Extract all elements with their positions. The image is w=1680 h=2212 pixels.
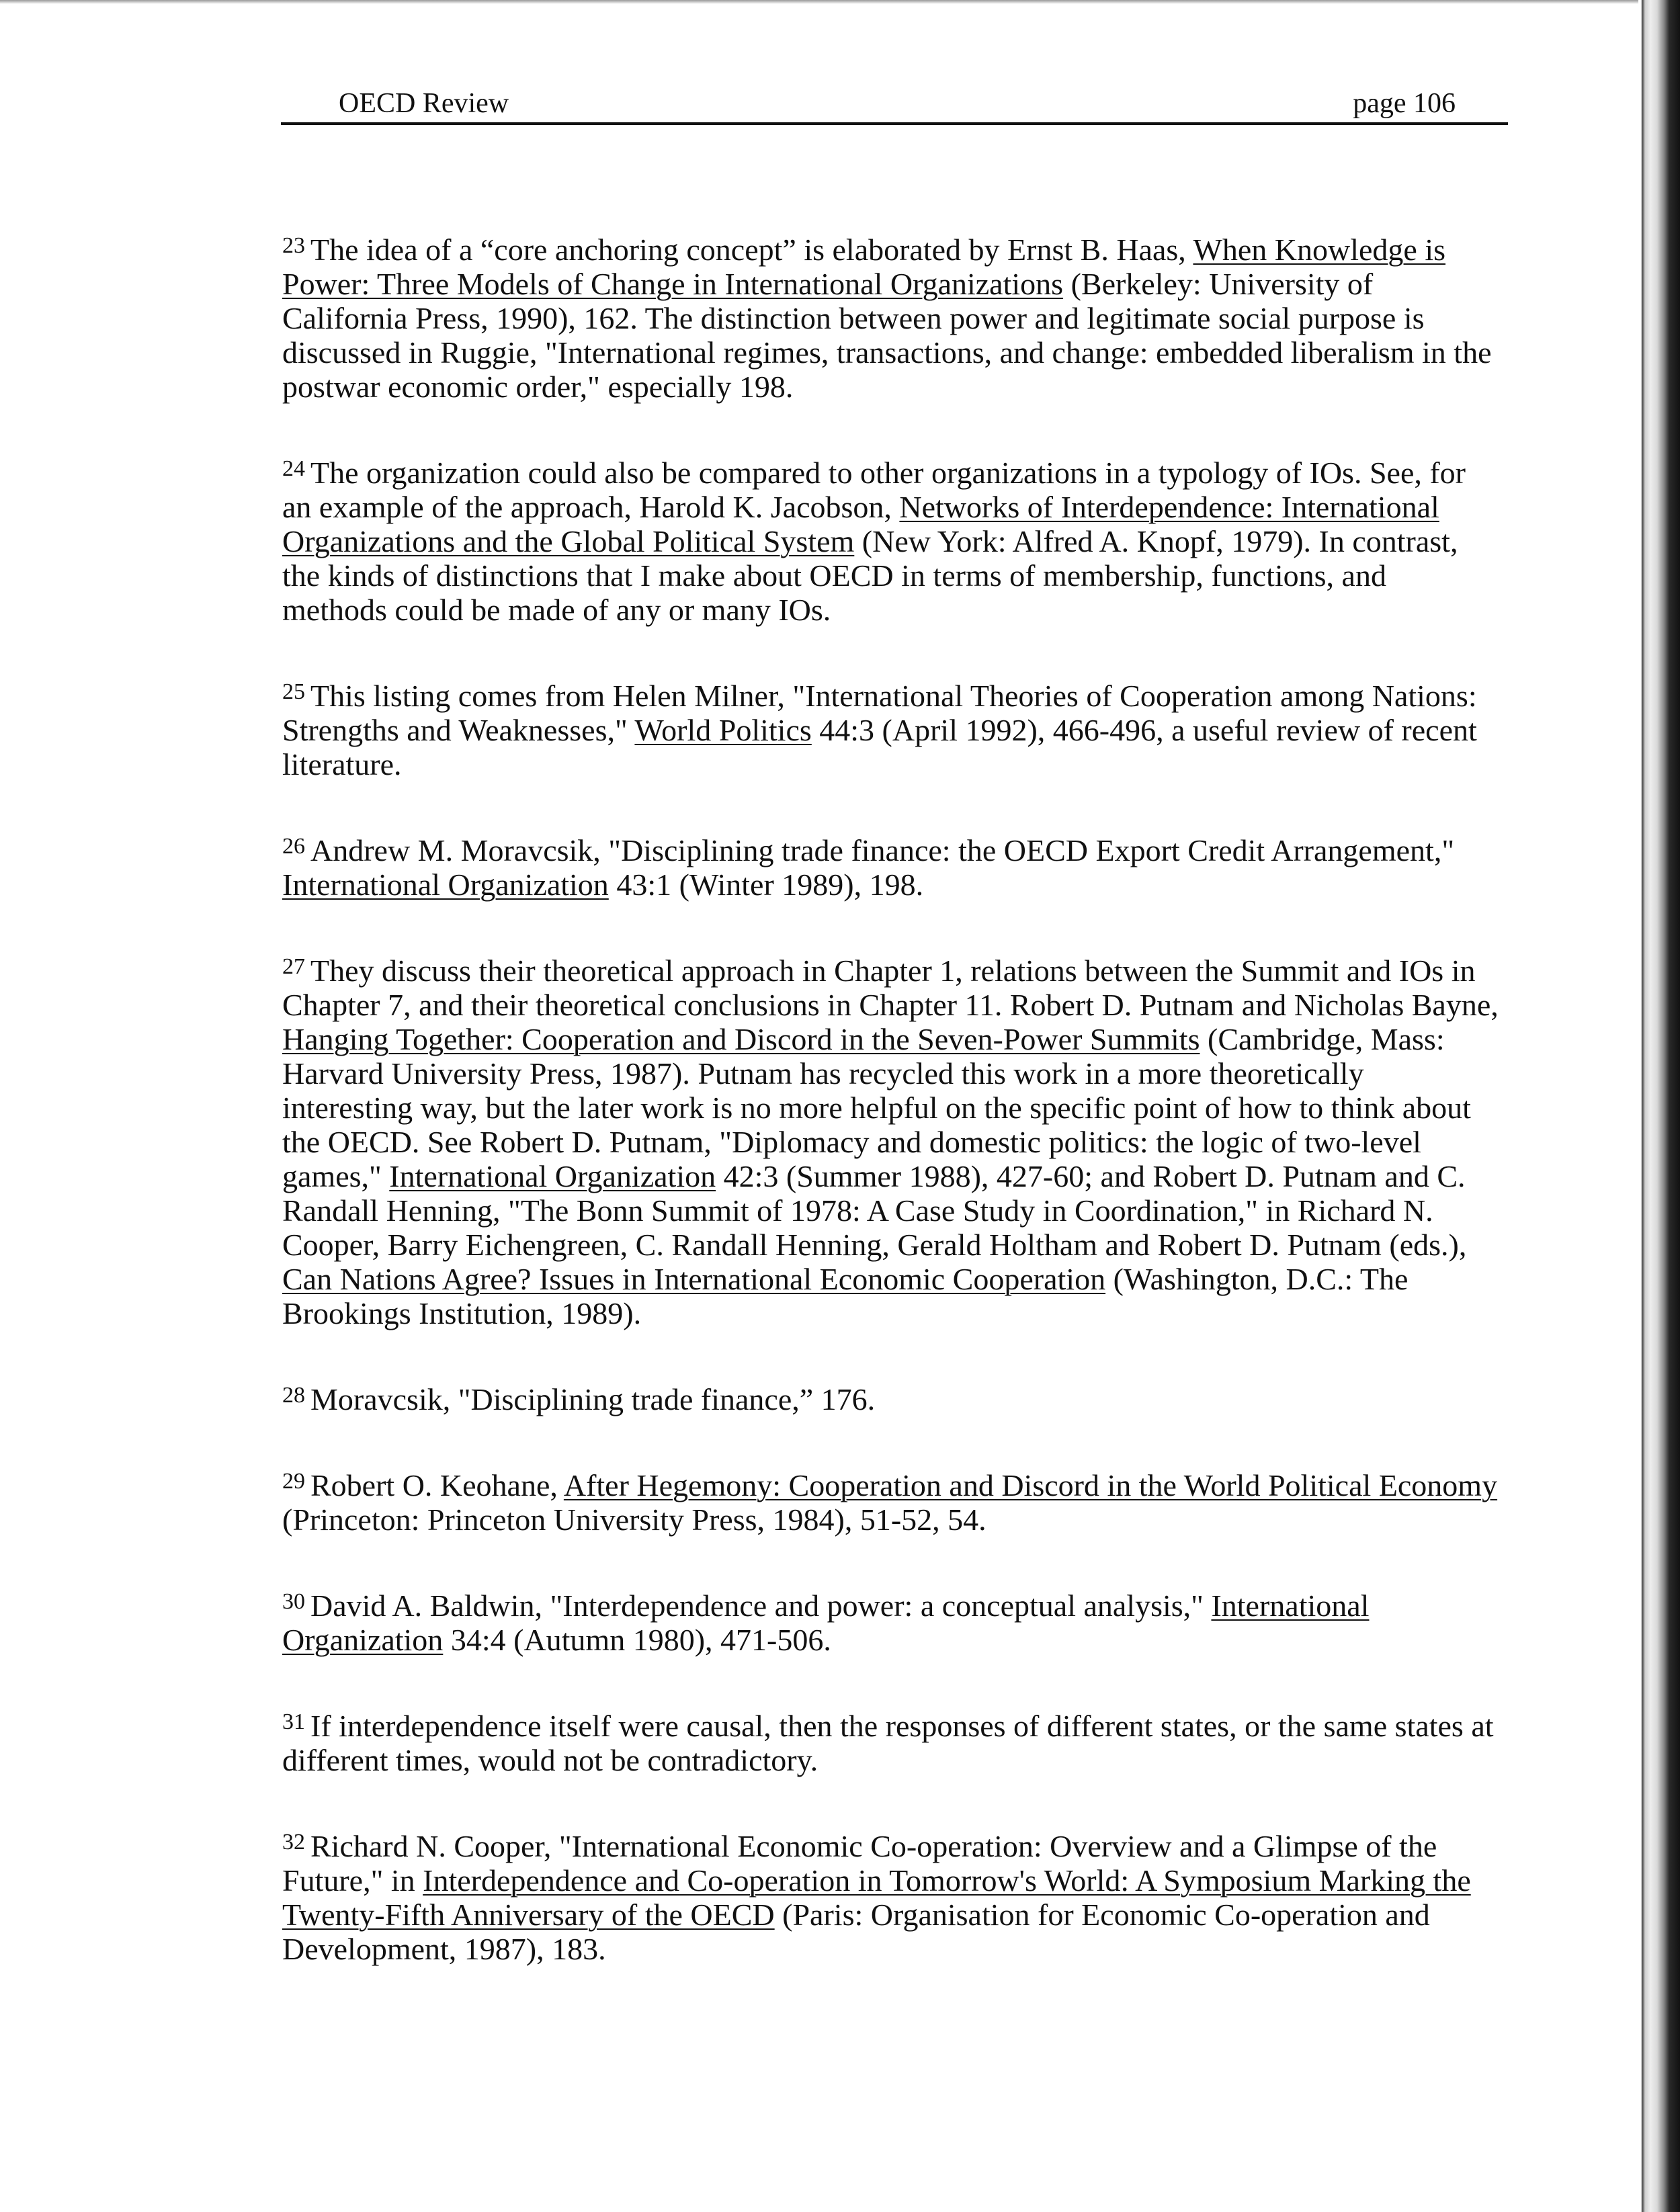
note-text: 44:3 (April 1992), 466-496, a useful review of recent literature.	[282, 713, 1477, 781]
note-text: They discuss their theoretical approach in Chapter 1, relations between the Summit and IOs in Chapter 7, and their theoretical conclusions in Chapter 11. Robert D. Putnam and Nicholas Bayne,	[282, 953, 1499, 1022]
note-text: (Berkeley: University of California Press, 1990), 162. The distinction between power and legitimate social purpose is discussed in Ruggie, "International regimes, transactions, and change: embedded liberalism in the postwar economic order," especially 198.	[282, 267, 1492, 404]
note-text: The organization could also be compared to other organizations in a typology of IOs. See, for an example of the approach, Harold K. Jacobson,	[282, 456, 1466, 524]
scan-binding-edge	[1638, 0, 1680, 2212]
scan-top-edge	[0, 0, 1680, 4]
note-text: This listing comes from Helen Milner, "International Theories of Cooperation among Nations: Strengths and Weaknesses,"	[282, 679, 1477, 747]
page-header	[281, 79, 1508, 125]
cited-title: Can Nations Agree? Issues in International Economic Cooperation	[282, 1262, 1106, 1296]
note-text: Moravcsik, "Disciplining trade finance,” 176.	[310, 1382, 876, 1416]
note-text: 42:3 (Summer 1988), 427-60; and Robert D. Putnam and C. Randall Henning, "The Bonn Summit of 1978: A Case Study in Coordination," in Richard N. Cooper, Barry Eichengreen, C. Randall Henning, Gerald Holtham and Robert D. Putnam (eds.),	[282, 1159, 1467, 1262]
endnote-28	[282, 1378, 1499, 1416]
endnote-number: 30	[282, 1589, 305, 1614]
note-text: (Paris: Organisation for Economic Co-operation and Development, 1987), 183.	[282, 1898, 1430, 1966]
note-text: Andrew M. Moravcsik, "Disciplining trade finance: the OECD Export Credit Arrangement,"	[310, 833, 1455, 867]
note-text: 34:4 (Autumn 1980), 471-506.	[443, 1623, 831, 1657]
endnote-number: 27	[282, 954, 305, 979]
note-text: If interdependence itself were causal, then the responses of different states, or the same states at different times, would not be contradictory.	[282, 1709, 1494, 1777]
note-text: (New York: Alfred A. Knopf, 1979). In contrast, the kinds of distinctions that I make about OECD in terms of membership, functions, and methods could be made of any or many IOs.	[282, 524, 1458, 627]
cited-title: International Organization	[282, 1588, 1370, 1657]
cited-title: Hanging Together: Cooperation and Discord in the Seven-Power Summits	[282, 1022, 1200, 1056]
endnote-number: 24	[282, 456, 305, 481]
cited-title: After Hegemony: Cooperation and Discord in the World Political Economy	[563, 1468, 1498, 1502]
note-text: Robert O. Keohane,	[310, 1468, 564, 1502]
cited-title: International Organization	[282, 867, 609, 902]
endnote-30	[282, 1584, 1499, 1657]
endnote-number: 31	[282, 1709, 305, 1734]
note-text: The idea of a “core anchoring concept” is elaborated by Ernst B. Haas,	[310, 232, 1193, 267]
cited-title: Interdependence and Co-operation in Tomorrow's World: A Symposium Marking the Twenty-Fifth Anniversary of the OECD	[282, 1863, 1471, 1932]
endnote-25	[282, 675, 1499, 781]
endnotes-list	[282, 228, 1499, 2014]
page-number: page 106	[1353, 88, 1456, 119]
note-text: 43:1 (Winter 1989), 198.	[608, 867, 924, 902]
note-text: Richard N. Cooper, "International Economic Co-operation: Overview and a Glimpse of the Future," in	[282, 1829, 1437, 1898]
running-title: OECD Review	[339, 88, 509, 119]
endnote-23	[282, 228, 1499, 404]
note-text: David A. Baldwin, "Interdependence and power: a conceptual analysis,"	[310, 1588, 1212, 1623]
note-text: (Cambridge, Mass: Harvard University Press, 1987). Putnam has recycled this work in a more theoretically interesting way, but the later work is no more helpful on the specific point of how to think about the OECD. See Robert D. Putnam, "Diplomacy and domestic politics: the logic of two-level games,"	[282, 1022, 1471, 1193]
endnote-32	[282, 1825, 1499, 1966]
endnote-number: 32	[282, 1830, 305, 1855]
cited-title: When Knowledge is Power: Three Models of Change in International Organizations	[282, 232, 1446, 301]
endnote-number: 29	[282, 1469, 305, 1494]
note-text: (Washington, D.C.: The Brookings Institution, 1989).	[282, 1262, 1409, 1330]
endnote-29	[282, 1464, 1499, 1537]
endnote-number: 25	[282, 679, 305, 704]
cited-title: Networks of Interdependence: International Organizations and the Global Political System	[282, 490, 1439, 558]
endnote-number: 23	[282, 233, 305, 258]
endnote-number: 26	[282, 834, 305, 859]
endnote-27	[282, 949, 1499, 1330]
cited-title: International Organization	[389, 1159, 716, 1193]
cited-title: World Politics	[634, 713, 812, 747]
endnote-31	[282, 1705, 1499, 1777]
endnote-26	[282, 829, 1499, 902]
endnote-number: 28	[282, 1383, 305, 1408]
note-text: (Princeton: Princeton University Press, 1984), 51-52, 54.	[282, 1502, 986, 1537]
endnote-24	[282, 452, 1499, 627]
